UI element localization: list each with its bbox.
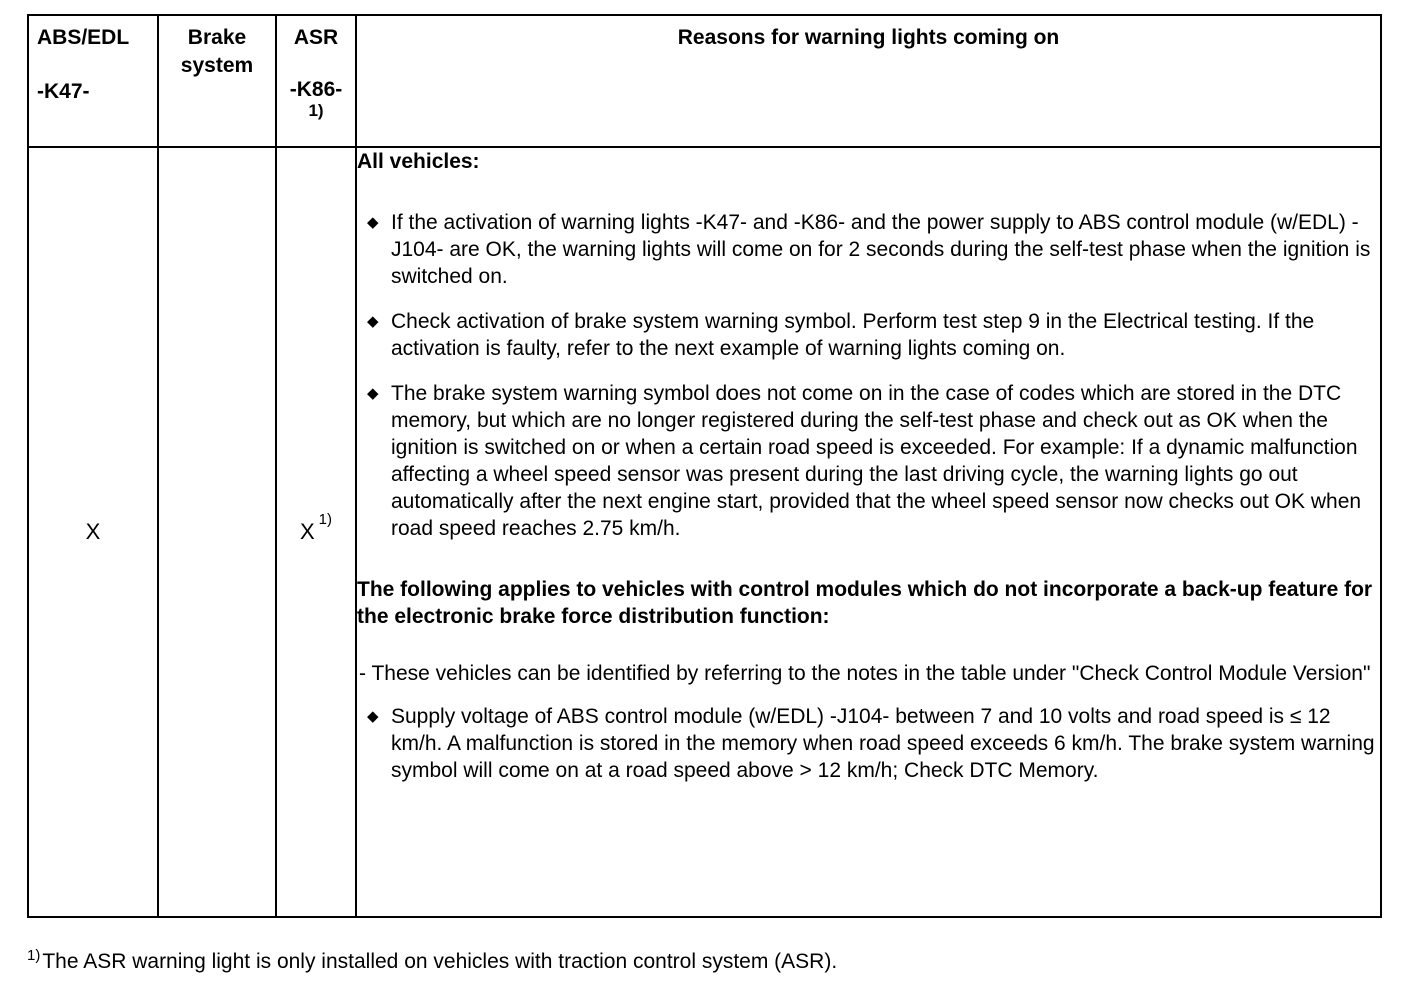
asr-mark-footnote-ref: 1): [318, 511, 333, 528]
header-asr-title: ASR: [293, 26, 339, 49]
header-asr: [276, 15, 356, 147]
list-item: [357, 308, 1380, 362]
list-item: [357, 209, 1380, 290]
bullet-text: Supply voltage of ABS control module (w/EDL) -J104- between 7 and 10 volts and road speed is ≤ 12 km/h. A malfunction is stored in the memory when road speed exceeds 6 km/h. The brake system warning symbol will come on at a road speed above > 12 km/h; Check DTC Memory.: [391, 705, 1375, 782]
abs-mark-cell: [28, 147, 158, 917]
list-item: [357, 703, 1380, 784]
abs-mark: X: [85, 519, 101, 544]
diamond-bullet-icon: ◆: [367, 708, 379, 725]
all-vehicles-heading: All vehicles:: [357, 150, 480, 173]
table-row: [28, 147, 1381, 917]
asr-mark-cell: [276, 147, 356, 917]
header-row: [28, 15, 1381, 147]
footnote-mark: 1): [27, 947, 41, 964]
brake-mark-cell: [158, 147, 276, 917]
warning-lights-table: [27, 14, 1382, 918]
identify-note: - These vehicles can be identified by referring to the notes in the table under "Check Control Module Version": [359, 662, 1371, 685]
diamond-bullet-icon: ◆: [367, 214, 379, 231]
asr-mark: X: [299, 519, 315, 544]
bullet-text: Check activation of brake system warning symbol. Perform test step 9 in the Electrical testing. If the activation is faulty, refer to the next example of warning lights coming on.: [391, 310, 1315, 360]
header-asr-footnote-ref: 1): [308, 101, 324, 120]
diamond-bullet-icon: ◆: [367, 313, 379, 330]
header-reasons-title: Reasons for warning lights coming on: [677, 26, 1060, 49]
header-reasons: [356, 15, 1381, 147]
list-item: [357, 380, 1380, 542]
bullet-text: If the activation of warning lights -K47- and -K86- and the power supply to ABS control module (w/EDL) -J104- are OK, the warning lights will come on for 2 seconds during the self-test phase when the ignition is switched on.: [391, 211, 1371, 288]
footnote-text: The ASR warning light is only installed on vehicles with traction control system (ASR).: [42, 950, 838, 973]
footnote: [27, 948, 837, 976]
header-abs-edl: [28, 15, 158, 147]
header-abs-code: -K47-: [37, 80, 90, 103]
reasons-cell: [356, 147, 1381, 917]
bullet-text: The brake system warning symbol does not come on in the case of codes which are stored in the DTC memory, but which are no longer registered during the self-test phase and check out as OK when the ignition is switched on or when a certain road speed is exceeded. For example: If a dynamic malfunction affecting a wheel speed sensor was present during the last driving cycle, the warning lights go out automatically after the next engine start, provided that the wheel speed sensor now checks out OK when road speed reaches 2.75 km/h.: [391, 382, 1362, 540]
backup-feature-heading: The following applies to vehicles with control modules which do not incorporate a back-up feature for the electronic brake force distribution function:: [357, 578, 1373, 628]
header-brake-system: [158, 15, 276, 147]
header-abs-title: ABS/EDL: [37, 26, 130, 49]
diamond-bullet-icon: ◆: [367, 385, 379, 402]
header-asr-code: -K86-: [289, 78, 343, 101]
header-brake-title: Brake system: [180, 26, 254, 77]
